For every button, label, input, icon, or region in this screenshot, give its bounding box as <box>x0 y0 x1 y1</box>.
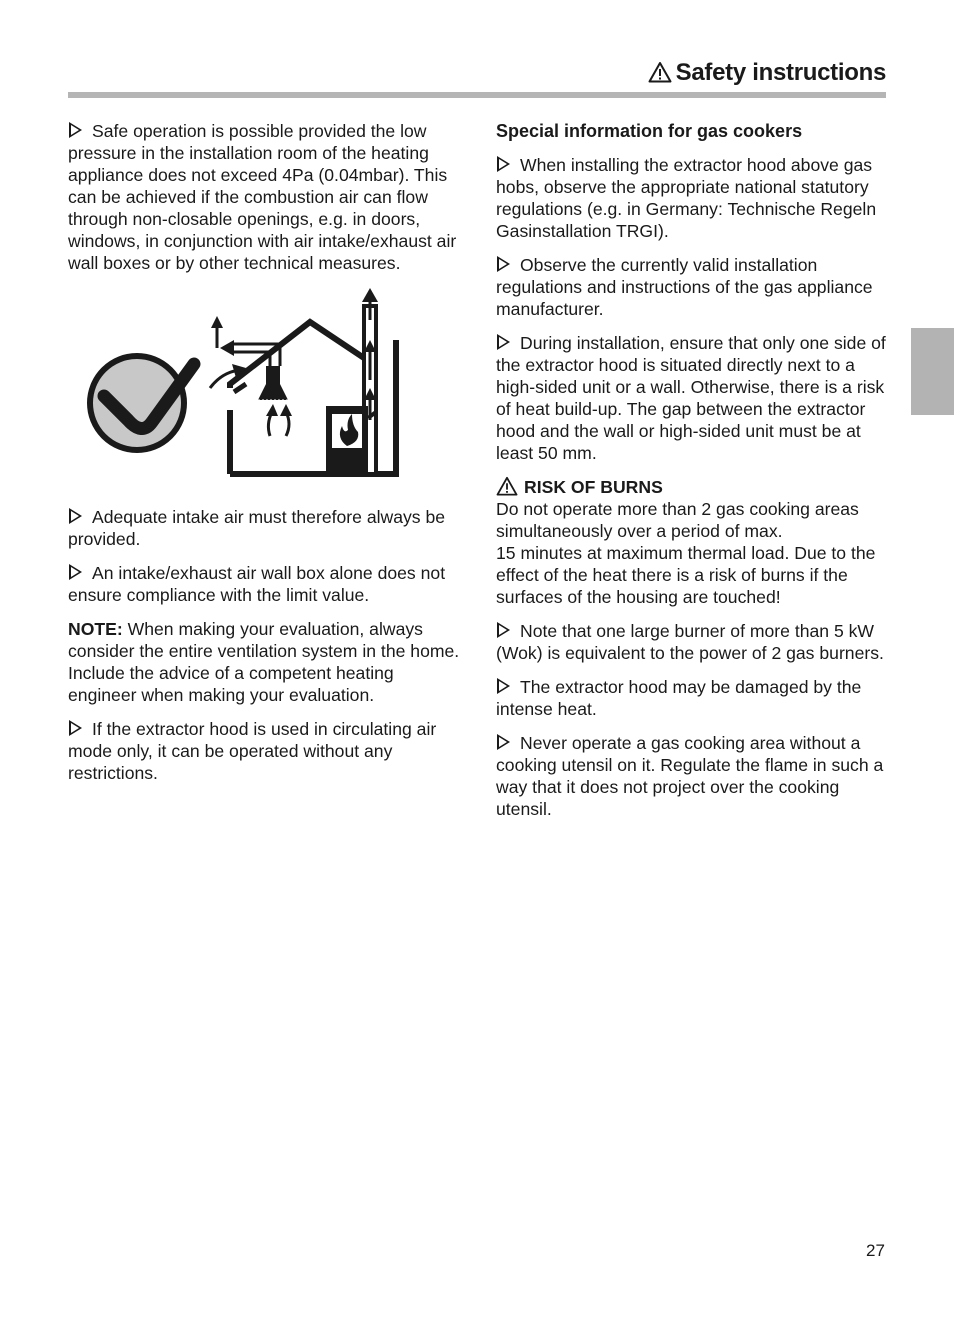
warning-text-2: 15 minutes at maximum thermal load. Due to the effect of the heat there is a risk of burns if the surfaces of the housing are touched! <box>496 543 876 607</box>
warning-heading: RISK OF BURNS <box>496 476 888 498</box>
paragraph-heat-buildup: During installation, ensure that only one side of the extractor hood is situated directly next to a high-sided unit or a wall. Otherwise, there is a risk of heat build-up. The gap between the extractor hood and the wall or high-sided unit must be at least 50 mm. <box>496 333 886 463</box>
warning-triangle-icon <box>496 476 518 496</box>
page-title: Safety instructions <box>675 59 886 86</box>
warning-triangle-icon <box>648 61 672 83</box>
triangle-bullet-icon <box>69 720 82 736</box>
paragraph-wok-burner: Note that one large burner of more than 5 kW (Wok) is equivalent to the power of 2 gas burners. <box>496 621 884 663</box>
header-rule <box>68 92 886 98</box>
page-number: 27 <box>866 1241 885 1260</box>
paragraph-circulating-air: If the extractor hood is used in circulating air mode only, it can be operated without any restrictions. <box>68 719 437 783</box>
paragraph-damage: The extractor hood may be damaged by the intense heat. <box>496 677 862 719</box>
triangle-bullet-icon <box>69 508 82 524</box>
paragraph-cooking-utensil: Never operate a gas cooking area without a cooking utensil on it. Regulate the flame in such a way that it does not project over the cooking utensil. <box>496 733 884 819</box>
page-header <box>68 56 886 90</box>
paragraph-wall-box: An intake/exhaust air wall box alone does not ensure compliance with the limit value. <box>68 563 446 605</box>
paragraph-note: NOTE: When making your evaluation, always consider the entire ventilation system in the home. Include the advice of a competent heating engineer when making your evaluation. <box>68 619 460 705</box>
triangle-bullet-icon <box>497 156 510 172</box>
paragraph-intake-air: Adequate intake air must therefore always be provided. <box>68 507 446 549</box>
triangle-bullet-icon <box>69 122 82 138</box>
triangle-bullet-icon <box>497 678 510 694</box>
triangle-bullet-icon <box>69 564 82 580</box>
left-column <box>68 120 460 796</box>
section-heading: Special information for gas cookers <box>496 121 803 141</box>
triangle-bullet-icon <box>497 334 510 350</box>
triangle-bullet-icon <box>497 256 510 272</box>
triangle-bullet-icon <box>497 734 510 750</box>
chapter-tab <box>911 328 954 415</box>
warning-text-1: Do not operate more than 2 gas cooking areas simultaneously over a period of max. <box>496 499 859 541</box>
extractor-hood <box>266 366 280 386</box>
triangle-bullet-icon <box>497 622 510 638</box>
right-column <box>496 120 888 832</box>
note-label: NOTE: <box>68 619 123 639</box>
paragraph-low-pressure: Safe operation is possible provided the low pressure in the installation room of the heating appliance does not exceed 4Pa (0.04mbar). This can be achieved if the combustion air can flow through non-closable openings, e.g. in doors, windows, in conjunction with air intake/exhaust air wall boxes or by other technical measures. <box>68 121 457 273</box>
paragraph-regulations: Observe the currently valid installation regulations and instructions of the gas appliance manufacturer. <box>496 255 873 319</box>
ventilation-illustration <box>82 288 412 480</box>
paragraph-gas-hobs: When installing the extractor hood above gas hobs, observe the appropriate national statutory regulations (e.g. in Germany: Technische Regeln Gasinstallation TRGI). <box>496 155 877 241</box>
